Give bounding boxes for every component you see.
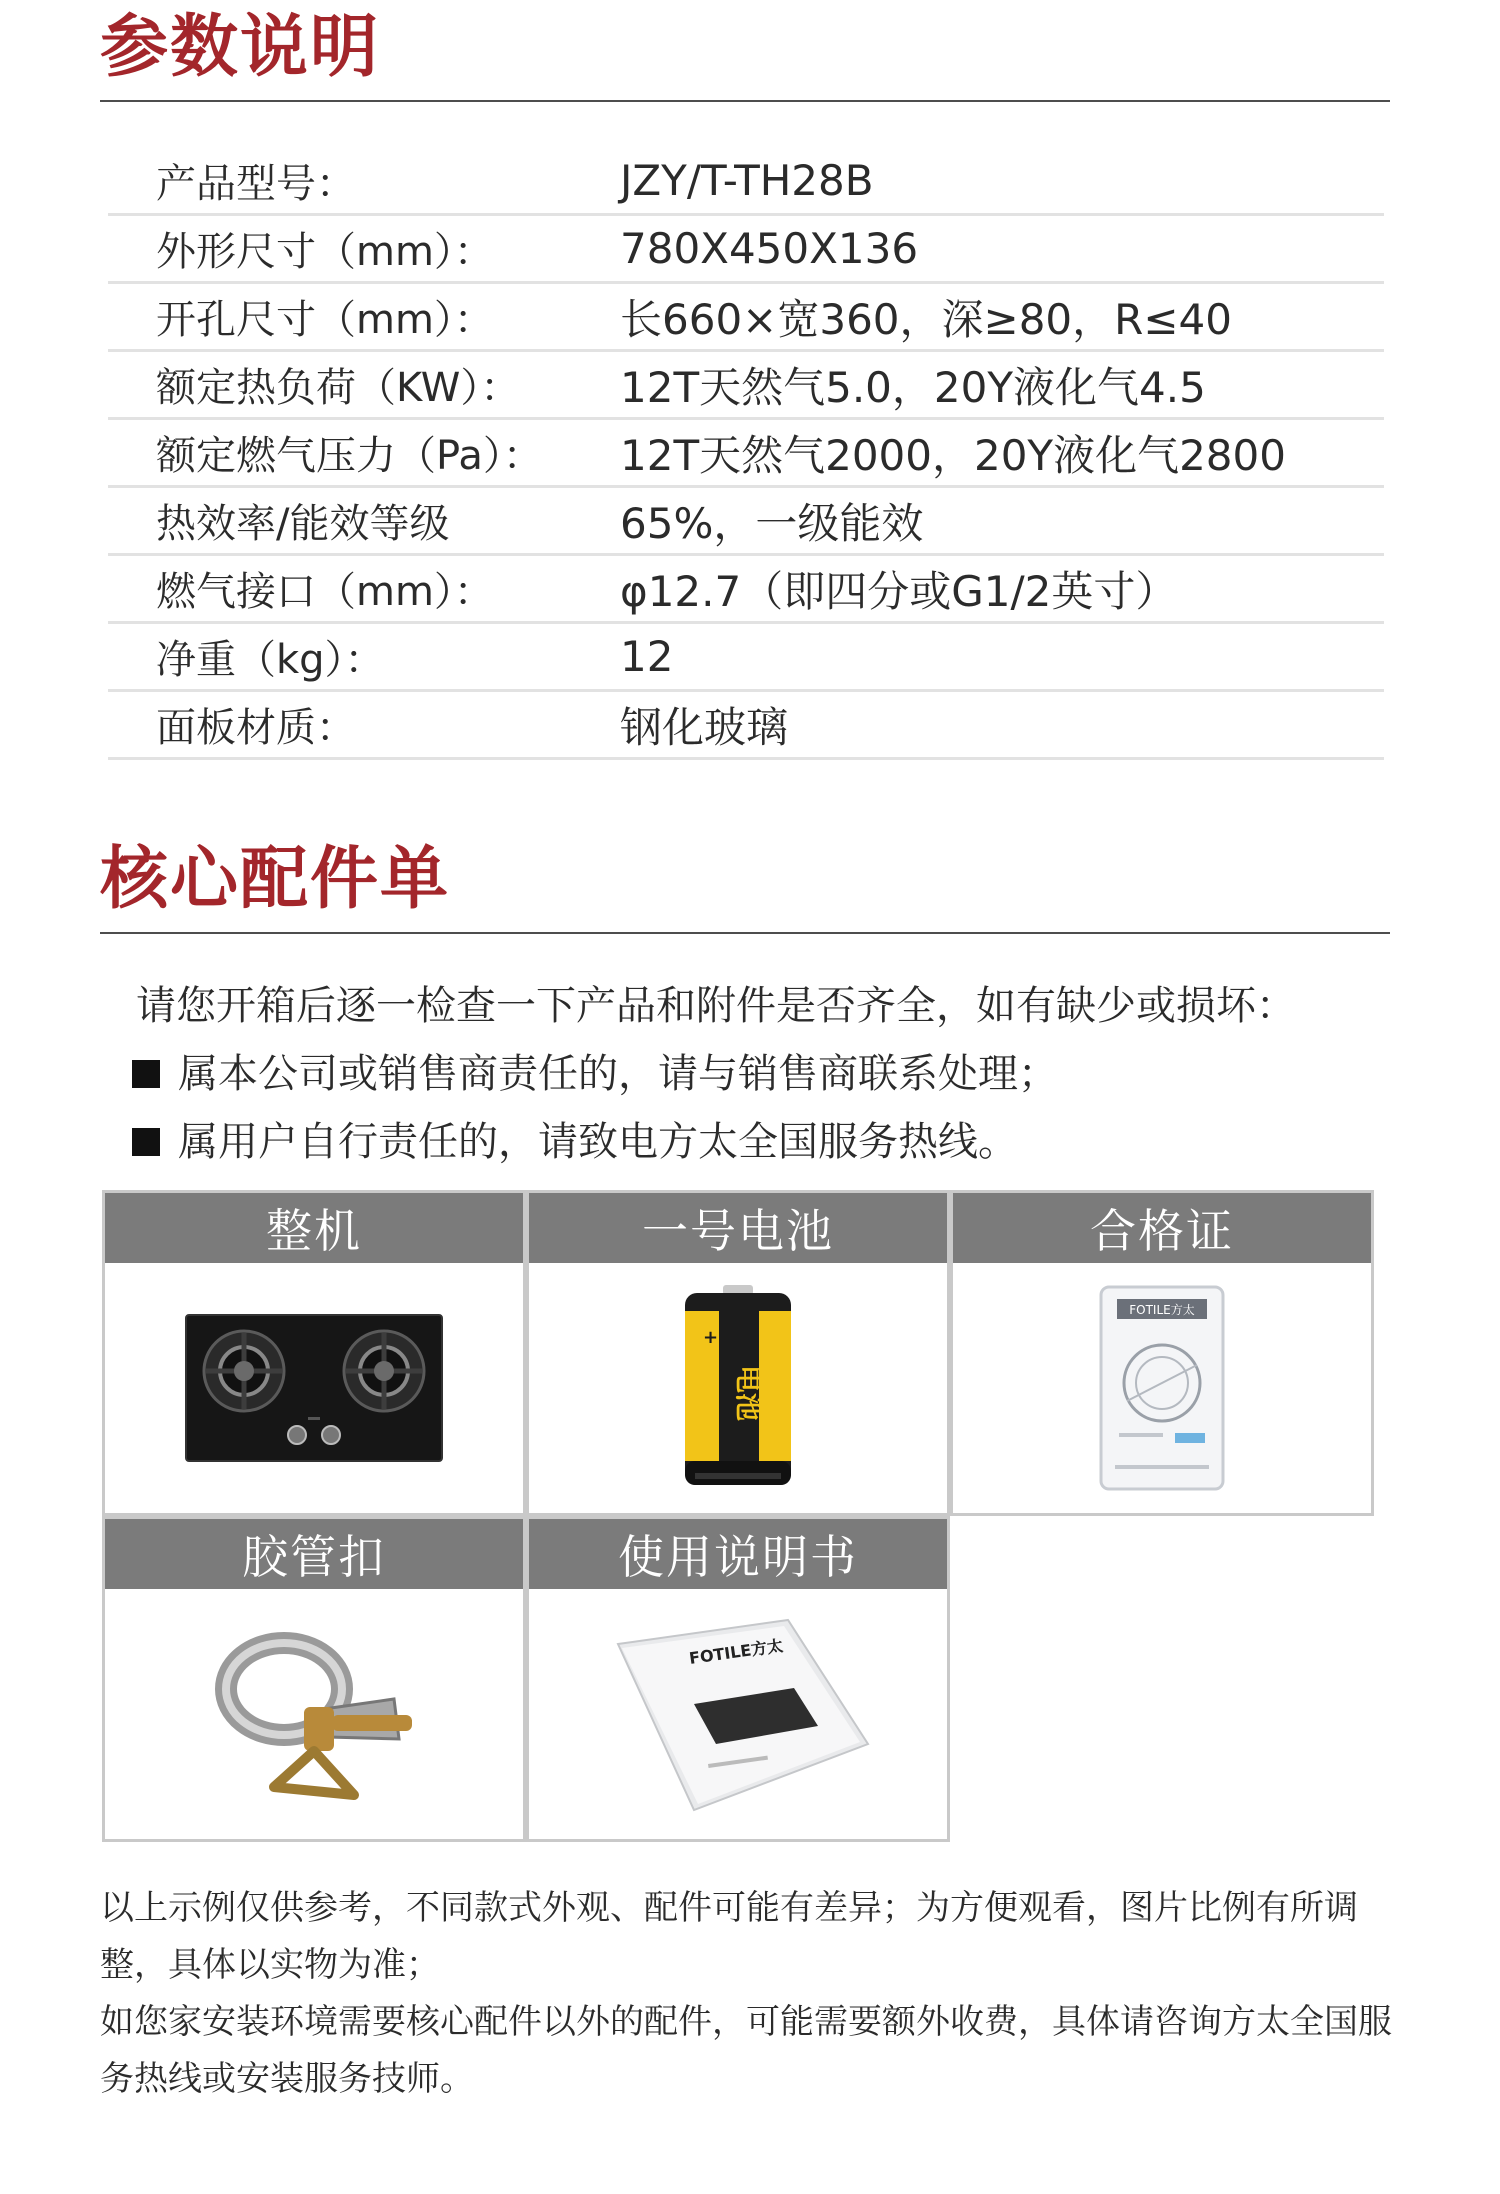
spec-row-heat-load (108, 352, 1384, 420)
battery-icon (673, 1283, 803, 1493)
accessory-label: 一号电池 (529, 1193, 947, 1263)
bullet-text: 属本公司或销售商责任的，请与销售商联系处理； (178, 1051, 1058, 1097)
spec-value: 长660×宽360，深≥80，R≤40 (620, 294, 1232, 344)
accessory-label: 胶管扣 (105, 1519, 523, 1589)
svg-text:电池: 电池 (732, 1364, 765, 1422)
spec-value: 12T天然气2000，20Y液化气2800 (620, 430, 1286, 480)
manual-brand-text: FOTILE方太 (687, 1635, 785, 1668)
spec-value: JZY/T-TH28B (620, 156, 874, 205)
footnote: 以上示例仅供参考，不同款式外观、配件可能有差异；为方便观看，图片比例有所调整，具体以实物为准； (100, 1888, 1358, 1985)
spec-value: 65%，一级能效 (620, 498, 924, 548)
accessory-label: 合格证 (953, 1193, 1371, 1263)
spec-label: 额定热负荷（KW）： (156, 365, 521, 411)
gas-stove-icon (184, 1313, 444, 1463)
spec-value: 780X450X136 (620, 224, 919, 273)
spec-row-gas-inlet (108, 556, 1384, 624)
accessory-label: 整机 (105, 1193, 523, 1263)
spec-row-efficiency (108, 488, 1384, 556)
spec-label: 额定燃气压力（Pa）： (156, 433, 543, 479)
square-bullet-icon (132, 1060, 160, 1088)
bullet-item (132, 1108, 1396, 1176)
accessories-intro (136, 972, 1396, 1176)
accessory-card-manual (526, 1516, 950, 1842)
spec-row-model (108, 148, 1384, 216)
spec-value: φ12.7（即四分或G1/2英寸） (620, 566, 1178, 616)
spec-label: 产品型号： (156, 161, 356, 207)
accessories-title: 核心配件单 (100, 840, 451, 919)
spec-table (108, 148, 1384, 760)
accessory-label: 使用说明书 (529, 1519, 947, 1589)
accessory-card-battery (526, 1190, 950, 1516)
spec-value: 钢化玻璃 (620, 702, 789, 752)
bullet-text: 属用户自行责任的，请致电方太全国服务热线。 (178, 1119, 1018, 1165)
accessory-card-stove (102, 1190, 526, 1516)
accessories-divider (100, 932, 1390, 934)
intro-text: 请您开箱后逐一检查一下产品和附件是否齐全，如有缺少或损坏： (136, 983, 1296, 1029)
spec-label: 面板材质： (156, 705, 356, 751)
spec-label: 热效率/能效等级 (156, 501, 450, 547)
spec-label: 净重（kg）： (156, 637, 385, 683)
spec-value: 12 (620, 632, 674, 681)
bullet-item (132, 1040, 1396, 1108)
spec-row-dimensions (108, 216, 1384, 284)
certificate-brand-text: FOTILE方太 (1129, 1303, 1195, 1317)
spec-row-net-weight (108, 624, 1384, 692)
spec-label: 外形尺寸（mm）： (156, 229, 494, 275)
hose-clamp-icon (204, 1619, 424, 1809)
svg-text:+: + (703, 1327, 719, 1348)
manual-icon (598, 1614, 878, 1814)
spec-row-panel-material (108, 692, 1384, 760)
footnote: 如您家安装环境需要核心配件以外的配件，可能需要额外收费，具体请咨询方太全国服务热线或安装服务技师。 (100, 2002, 1392, 2099)
certificate-icon (1097, 1283, 1227, 1493)
spec-label: 开孔尺寸（mm）： (156, 297, 494, 343)
accessory-card-certificate (950, 1190, 1374, 1516)
spec-row-gas-pressure (108, 420, 1384, 488)
spec-row-cutout (108, 284, 1384, 352)
spec-label: 燃气接口（mm）： (156, 569, 494, 615)
spec-value: 12T天然气5.0，20Y液化气4.5 (620, 362, 1206, 412)
square-bullet-icon (132, 1128, 160, 1156)
accessory-card-hose-clamp (102, 1516, 526, 1842)
footnotes (100, 1880, 1400, 2108)
params-title: 参数说明 (100, 8, 381, 87)
params-divider (100, 100, 1390, 102)
